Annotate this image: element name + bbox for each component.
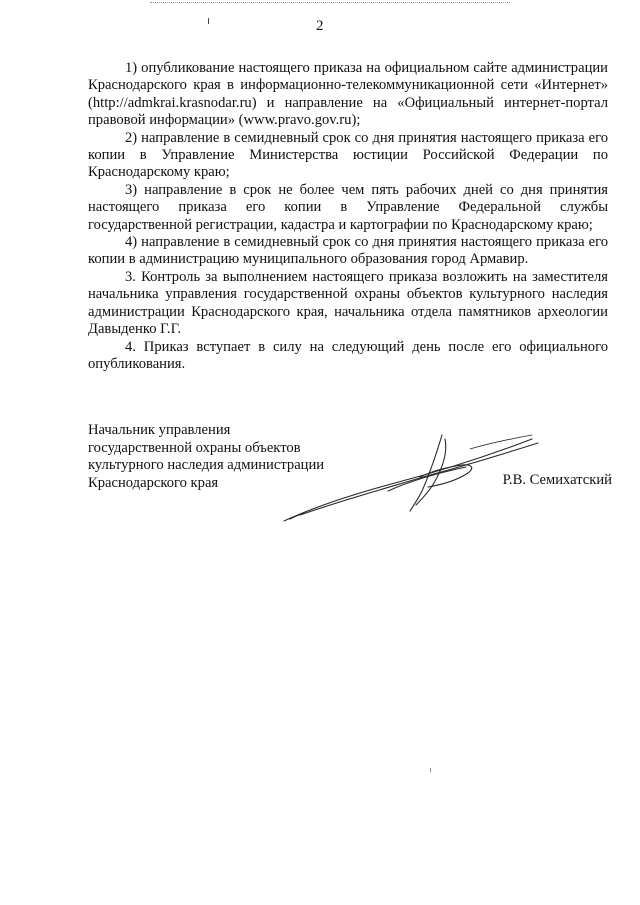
paragraph-control: 3. Контроль за выполнением настоящего приказа возложить на заместителя начальника управления государственной охраны объектов культурного наследия администрации Краснодарского края, начальника отдела памятников археологии Давыденко Г.Г.	[88, 268, 608, 338]
signer-name: Р.В. Семихатский	[502, 472, 612, 488]
document-body	[88, 60, 608, 373]
paragraph-item-3: 3) направление в срок не более чем пять рабочих дней со дня принятия настоящего приказа его копии в Управление Федеральной службы государственной регистрации, кадастра и картографии по Краснодарскому краю;	[88, 181, 608, 233]
paragraph-item-4: 4) направление в семидневный срок со дня принятия настоящего приказа его копии в администрацию муниципального образования город Армавир.	[88, 234, 608, 268]
paragraph-item-1: 1) опубликование настоящего приказа на официальном сайте администрации Краснодарского края в информационно-телекоммуникационной сети «Интернет» (http://admkrai.krasnodar.ru) и направление на «Официальный интернет-портал правовой информации» (www.pravo.gov.ru);	[88, 60, 608, 129]
position-line: государственной охраны объектов	[88, 439, 301, 456]
position-line: Начальник управления	[88, 422, 231, 438]
position-line: Краснодарского края	[88, 474, 219, 491]
paragraph-effective: 4. Приказ вступает в силу на следующий день после его официального опубликования.	[88, 338, 608, 372]
position-line: культурного наследия администрации	[88, 457, 325, 474]
page-number: 2	[316, 18, 324, 34]
top-edge-line	[150, 2, 510, 3]
paragraph-item-2: 2) направление в семидневный срок со дня принятия настоящего приказа его копии в Управление Министерства юстиции Российской Федерации по Краснодарскому краю;	[88, 129, 608, 181]
scan-speck	[430, 768, 431, 772]
